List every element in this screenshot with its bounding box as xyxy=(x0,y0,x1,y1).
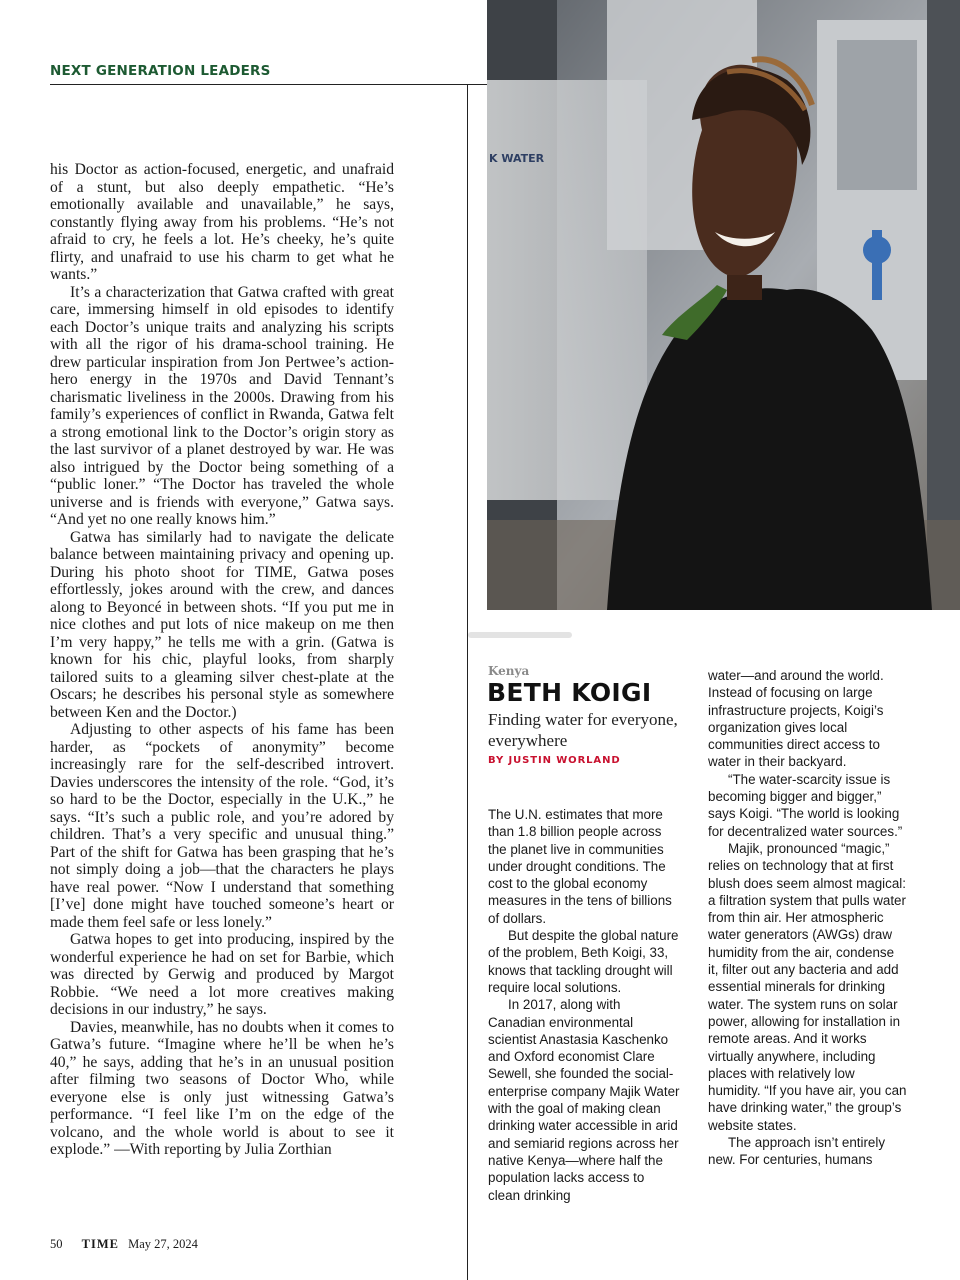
left-paragraph: Adjusting to other aspects of his fame has been harder, as “pockets of anonymity” become increasingly rare for the self-described introvert. Davies underscores the intensity of the role. “God, it’s so hard to be the Doctor, especially in the U.K.,” he says. “It’s such a public role, and you’re adored by children. That’s a very specific and unusual thing.” Part of the shift for Gatwa has been grasping that he’s not simply doing a job—that the characters he plays have real power. “Now I understand that something [I’ve] done might have touched someone’s heart or made them feel safe or less lonely.” xyxy=(50,721,394,931)
profile-paragraph: The approach isn’t entirely new. For centuries, humans xyxy=(708,1135,886,1168)
left-article-column xyxy=(50,161,394,1159)
issue-date: May 27, 2024 xyxy=(128,1237,198,1251)
profile-paragraph: The U.N. estimates that more than 1.8 billion people across the planet live in communities under drought conditions. The cost to the global economy measures in the tens of billions of dollars. xyxy=(488,807,672,926)
portrait-illustration xyxy=(487,0,960,610)
column-divider xyxy=(467,84,468,1280)
profile-name: BETH KOIGI xyxy=(487,678,652,707)
left-paragraph: Davies, meanwhile, has no doubts when it comes to Gatwa’s future. “Imagine where he’ll be when he’s 40,” he says, adding that he’s in an unusual position after filming two seasons of Doctor Who, while everyone else is only just witnessing Gatwa’s performance. “I feel like I’m on the edge of the volcano, and the whole world is about to see it explode.” —With reporting by Julia Zorthian xyxy=(50,1018,394,1158)
profile-paragraph: But despite the global nature of the problem, Beth Koigi, 33, knows that tackling drought will require local solutions. xyxy=(488,928,679,995)
profile-paragraph: In 2017, along with Canadian environmental scientist Anastasia Kaschenko and Oxford economist Clare Sewell, she founded the social-enterprise company Majik Water with the goal of making clean drinking water accessible in arid and semiarid regions across her native Kenya—where half the population lacks access to clean drinking xyxy=(488,997,680,1203)
left-paragraph: Gatwa has similarly had to navigate the delicate balance between maintaining privacy and opening up. During his photo shoot for TIME, Gatwa poses effortlessly, jokes around with the crew, and dances along to Beyoncé in between shots. “If you put me in nice clothes and put lots of nice makeup on me then I’m very happy,” he tells me with a grin. (Gatwa is known for his chic, playful looks, from sharply tailored suits to a gleaming silver chest-plate at the Oscars; he describes his personal style as somewhere between Ken and the Doctor.) xyxy=(50,528,394,721)
profile-column-b xyxy=(708,667,908,1169)
left-paragraph: It’s a characterization that Gatwa crafted with great care, immersing himself in old episodes to identify each Doctor’s unique traits and analyzing his scripts with all the rigor of his drama-school training. He drew particular inspiration from Jon Pertwee’s action-hero energy in the 1970s and David Tennant’s charismatic liveliness in the 2000s. Drawing from his family’s experiences of conflict in Rwanda, Gatwa felt a strong emotional link to the Doctor’s origin story as the last survivor of a planet destroyed by war. He was also intrigued by the Doctor being something of a “public loner.” “The Doctor has traveled the whole universe and is friends with everyone,” Gatwa says. “And yet no one really knows him.” xyxy=(50,283,394,528)
scroll-indicator xyxy=(468,632,572,638)
page-footer xyxy=(50,1237,198,1252)
machine-label: K WATER xyxy=(489,152,545,165)
section-label: NEXT GENERATION LEADERS xyxy=(50,63,271,79)
page-number: 50 xyxy=(50,1237,63,1251)
left-paragraph: Gatwa hopes to get into producing, inspired by the wonderful experience he had on set for Barbie, which was directed by Gerwig and produced by Margot Robbie. “We need a lot more creatives making decisions in our industry,” he says. xyxy=(50,931,394,1018)
profile-photo xyxy=(487,0,960,610)
left-paragraph: his Doctor as action-focused, energetic, and unafraid of a stunt, but also deeply empathetic. “He’s emotionally available and unavailable,” he says, constantly flying away from his problems. “He’s not afraid to cry, he feels a lot. He’s cheeky, he’s quite flirty, and unafraid to use his charm to get what he wants.” xyxy=(50,161,394,283)
profile-column-a xyxy=(488,806,680,1204)
profile-paragraph: water—and around the world. Instead of focusing on large infrastructure projects, Koigi’s organization gives local communities direct access to water in their backyard. xyxy=(708,668,884,770)
profile-dek: Finding water for everyone, everywhere xyxy=(488,710,678,750)
header-rule xyxy=(50,84,487,85)
magazine-name: TIME xyxy=(81,1237,119,1251)
profile-paragraph: Majik, pronounced “magic,” relies on technology that at first blush does seem almost magical: a filtration system that pulls water from thin air. Her atmospheric water generators (AWGs) draw humidity from the air, condense it, filter out any bacteria and add essential minerals for drinking water. The system runs on solar power, allowing for installation in remote areas. And it works virtually anywhere, including places with relatively low humidity. “If you have air, you can have drinking water,” the group’s website states. xyxy=(708,840,907,1133)
profile-country: Kenya xyxy=(488,664,530,678)
profile-paragraph: “The water-scarcity issue is becoming bigger and bigger,” says Koigi. “The world is looking for decentralized water sources.” xyxy=(708,771,903,839)
profile-byline: BY JUSTIN WORLAND xyxy=(488,755,621,766)
